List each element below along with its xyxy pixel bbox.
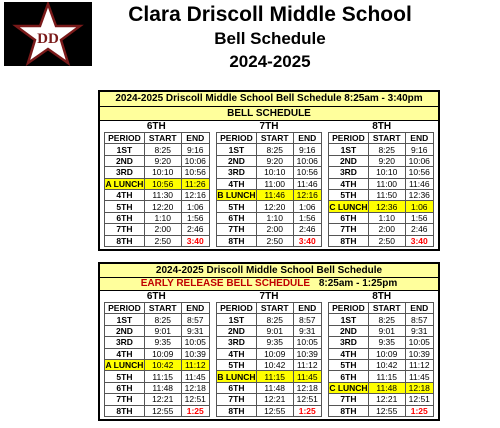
period-cell: 1ST — [105, 144, 145, 155]
period-cell: 4TH — [217, 348, 257, 359]
period-cell: 2ND — [329, 155, 369, 166]
start-cell: 9:35 — [256, 337, 293, 348]
period-cell: B LUNCH — [217, 371, 256, 382]
end-cell: 3:40 — [293, 235, 321, 246]
end-cell: 10:39 — [181, 348, 209, 359]
grade-label: 7TH — [259, 121, 279, 132]
table-row — [105, 144, 210, 155]
table-row — [217, 144, 322, 155]
grade-labels — [100, 121, 438, 132]
start-cell: 8:25 — [368, 144, 405, 155]
start-cell: 8:25 — [256, 314, 293, 325]
table-row — [217, 155, 322, 166]
page-subtitle: Bell Schedule — [214, 29, 326, 48]
table-row — [217, 371, 322, 382]
table-row — [105, 189, 210, 200]
table-row — [217, 382, 322, 393]
period-cell: 3RD — [217, 337, 257, 348]
end-cell: 1:25 — [293, 405, 321, 416]
end-cell: 3:40 — [181, 235, 209, 246]
start-cell: 12:55 — [256, 405, 293, 416]
grade-schedule-table — [104, 132, 210, 247]
start-cell: 12:55 — [368, 405, 405, 416]
star-logo-icon — [4, 2, 92, 66]
start-cell: 9:20 — [368, 155, 405, 166]
table-row — [217, 359, 322, 370]
start-cell: 9:01 — [368, 325, 405, 336]
table-row — [217, 405, 322, 416]
start-cell: 10:09 — [144, 348, 181, 359]
grade-schedule-table — [104, 302, 210, 417]
table-row — [217, 348, 322, 359]
end-cell: 11:45 — [405, 371, 433, 382]
end-cell: 1:56 — [405, 212, 433, 223]
start-cell: 11:15 — [368, 371, 405, 382]
grade-schedule-table — [216, 302, 322, 417]
table-row — [217, 212, 322, 223]
start-cell: 11:30 — [144, 189, 181, 200]
end-cell: 12:18 — [293, 382, 321, 393]
period-cell: 7TH — [105, 224, 145, 235]
end-cell: 9:31 — [293, 325, 321, 336]
school-logo — [4, 2, 92, 66]
school-name: Clara Driscoll Middle School — [128, 3, 412, 26]
early-release-schedule — [98, 262, 440, 421]
start-cell: 10:10 — [144, 167, 181, 178]
end-cell: 10:56 — [181, 167, 209, 178]
period-cell: 3RD — [329, 167, 369, 178]
table-row — [329, 405, 434, 416]
start-cell: 10:42 — [368, 359, 405, 370]
end-cell: 10:56 — [405, 167, 433, 178]
period-cell: 4TH — [329, 178, 369, 189]
table-row — [105, 382, 210, 393]
table-row — [217, 224, 322, 235]
period-cell: 8TH — [105, 405, 145, 416]
period-cell: 5TH — [105, 371, 145, 382]
end-cell: 12:36 — [405, 189, 433, 200]
end-cell: 11:46 — [405, 178, 433, 189]
start-cell: 1:10 — [368, 212, 405, 223]
regular-subtitle: BELL SCHEDULE — [100, 107, 438, 121]
period-cell: 2ND — [105, 325, 145, 336]
table-row — [217, 201, 322, 212]
start-cell: 2:50 — [368, 235, 405, 246]
start-cell: 12:20 — [256, 201, 293, 212]
column-header: END — [181, 303, 209, 314]
start-cell: 11:48 — [144, 382, 181, 393]
table-row — [217, 235, 322, 246]
table-header-row — [217, 303, 322, 314]
table-row — [217, 189, 322, 200]
period-cell: 1ST — [105, 314, 145, 325]
table-row — [105, 314, 210, 325]
end-cell: 8:57 — [405, 314, 433, 325]
column-header: START — [368, 303, 405, 314]
end-cell: 10:06 — [181, 155, 209, 166]
start-cell: 12:21 — [256, 394, 293, 405]
table-row — [217, 167, 322, 178]
table-row — [105, 359, 210, 370]
column-header: PERIOD — [217, 133, 257, 144]
table-row — [329, 178, 434, 189]
table-row — [329, 201, 434, 212]
table-header-row — [329, 303, 434, 314]
start-cell: 12:55 — [144, 405, 181, 416]
period-cell: 5TH — [217, 359, 257, 370]
start-cell: 9:20 — [144, 155, 181, 166]
column-header: PERIOD — [105, 303, 145, 314]
table-row — [105, 348, 210, 359]
end-cell: 10:05 — [405, 337, 433, 348]
period-cell: 6TH — [329, 371, 369, 382]
start-cell: 11:48 — [256, 382, 293, 393]
start-cell: 10:10 — [256, 167, 293, 178]
period-cell: 3RD — [105, 337, 145, 348]
end-cell: 3:40 — [405, 235, 433, 246]
column-header: START — [144, 133, 181, 144]
column-header: END — [405, 133, 433, 144]
table-row — [329, 382, 434, 393]
end-cell: 12:18 — [405, 382, 433, 393]
start-cell: 11:50 — [368, 189, 405, 200]
start-cell: 2:50 — [144, 235, 181, 246]
table-header-row — [105, 133, 210, 144]
column-header: START — [144, 303, 181, 314]
start-cell: 1:10 — [144, 212, 181, 223]
start-cell: 2:00 — [368, 224, 405, 235]
period-cell: 7TH — [217, 394, 257, 405]
end-cell: 10:39 — [405, 348, 433, 359]
table-row — [105, 325, 210, 336]
end-cell: 10:39 — [293, 348, 321, 359]
end-cell: 11:12 — [293, 359, 321, 370]
period-cell: A LUNCH — [105, 360, 144, 371]
period-cell: 4TH — [105, 348, 145, 359]
column-header: END — [293, 303, 321, 314]
period-cell: 7TH — [329, 394, 369, 405]
end-cell: 1:06 — [405, 201, 433, 212]
end-cell: 2:46 — [181, 224, 209, 235]
column-header: START — [368, 133, 405, 144]
table-row — [329, 348, 434, 359]
period-cell: 1ST — [329, 314, 369, 325]
start-cell: 9:01 — [256, 325, 293, 336]
end-cell: 11:45 — [181, 371, 209, 382]
end-cell: 12:51 — [293, 394, 321, 405]
period-cell: 7TH — [105, 394, 145, 405]
start-cell: 10:09 — [368, 348, 405, 359]
school-year: 2024-2025 — [229, 52, 311, 71]
period-cell: 3RD — [105, 167, 145, 178]
start-cell: 12:20 — [144, 201, 181, 212]
end-cell: 11:12 — [181, 359, 209, 370]
end-cell: 12:18 — [181, 382, 209, 393]
start-cell: 12:36 — [368, 201, 405, 212]
period-cell: 4TH — [329, 348, 369, 359]
table-row — [105, 212, 210, 223]
column-header: PERIOD — [329, 303, 369, 314]
table-row — [217, 314, 322, 325]
table-header-row — [105, 303, 210, 314]
table-row — [105, 371, 210, 382]
end-cell: 9:31 — [181, 325, 209, 336]
period-cell: C LUNCH — [329, 382, 368, 393]
start-cell: 12:21 — [144, 394, 181, 405]
start-cell: 10:42 — [144, 359, 181, 370]
period-cell: 3RD — [217, 167, 257, 178]
table-row — [105, 337, 210, 348]
table-row — [105, 201, 210, 212]
table-row — [217, 325, 322, 336]
start-cell: 2:00 — [144, 224, 181, 235]
end-cell: 10:05 — [181, 337, 209, 348]
table-row — [217, 178, 322, 189]
start-cell: 9:01 — [144, 325, 181, 336]
early-subtitle — [100, 278, 438, 291]
period-cell: 5TH — [329, 359, 369, 370]
start-cell: 10:10 — [368, 167, 405, 178]
period-cell: 2ND — [217, 155, 257, 166]
grade-label: 7TH — [259, 291, 279, 302]
end-cell: 10:05 — [293, 337, 321, 348]
period-cell: 6TH — [105, 212, 145, 223]
grade-schedule-table — [328, 132, 434, 247]
period-cell: 1ST — [217, 314, 257, 325]
table-row — [329, 155, 434, 166]
end-cell: 9:31 — [405, 325, 433, 336]
period-cell: 7TH — [329, 224, 369, 235]
period-cell: 8TH — [217, 235, 257, 246]
start-cell: 10:09 — [256, 348, 293, 359]
end-cell: 8:57 — [293, 314, 321, 325]
schedule-tables — [100, 302, 438, 419]
table-row — [217, 337, 322, 348]
end-cell: 12:16 — [181, 189, 209, 200]
table-row — [329, 371, 434, 382]
end-cell: 10:56 — [293, 167, 321, 178]
end-cell: 11:12 — [405, 359, 433, 370]
early-release-label: EARLY RELEASE BELL SCHEDULE — [140, 278, 311, 289]
period-cell: 3RD — [329, 337, 369, 348]
schedule-tables — [100, 132, 438, 249]
table-row — [329, 394, 434, 405]
end-cell: 1:56 — [181, 212, 209, 223]
regular-title: 2024-2025 Driscoll Middle School Bell Schedule 8:25am - 3:40pm — [100, 92, 438, 107]
start-cell: 8:25 — [144, 144, 181, 155]
end-cell: 12:51 — [405, 394, 433, 405]
period-cell: 8TH — [329, 235, 369, 246]
end-cell: 12:16 — [293, 189, 321, 200]
start-cell: 10:56 — [144, 178, 181, 189]
column-header: END — [405, 303, 433, 314]
period-cell: 5TH — [217, 201, 257, 212]
start-cell: 9:35 — [368, 337, 405, 348]
regular-schedule — [98, 90, 440, 251]
table-row — [217, 394, 322, 405]
start-cell: 11:15 — [256, 371, 293, 382]
end-cell: 9:16 — [181, 144, 209, 155]
period-cell: A LUNCH — [105, 178, 144, 189]
grade-labels — [100, 291, 438, 302]
start-cell: 10:42 — [256, 359, 293, 370]
start-cell: 8:25 — [368, 314, 405, 325]
table-header-row — [217, 133, 322, 144]
table-row — [329, 224, 434, 235]
period-cell: 5TH — [329, 189, 369, 200]
grade-schedule-table — [216, 132, 322, 247]
table-header-row — [329, 133, 434, 144]
table-row — [105, 178, 210, 189]
grade-label: 8TH — [372, 291, 392, 302]
table-row — [105, 167, 210, 178]
period-cell: 6TH — [105, 382, 145, 393]
end-cell: 10:06 — [405, 155, 433, 166]
period-cell: B LUNCH — [217, 190, 256, 201]
start-cell: 8:25 — [144, 314, 181, 325]
period-cell: C LUNCH — [329, 201, 368, 212]
column-header: END — [293, 133, 321, 144]
start-cell: 2:50 — [256, 235, 293, 246]
page-header — [95, 2, 445, 74]
table-row — [329, 325, 434, 336]
end-cell: 9:16 — [405, 144, 433, 155]
period-cell: 6TH — [217, 212, 257, 223]
table-row — [105, 224, 210, 235]
start-cell: 11:46 — [256, 189, 293, 200]
end-cell: 1:56 — [293, 212, 321, 223]
period-cell: 1ST — [217, 144, 257, 155]
period-cell: 2ND — [105, 155, 145, 166]
table-row — [329, 337, 434, 348]
period-cell: 4TH — [217, 178, 257, 189]
column-header: START — [256, 303, 293, 314]
column-header: PERIOD — [105, 133, 145, 144]
end-cell: 2:46 — [405, 224, 433, 235]
table-row — [329, 314, 434, 325]
table-row — [105, 394, 210, 405]
end-cell: 10:06 — [293, 155, 321, 166]
table-row — [105, 235, 210, 246]
start-cell: 11:48 — [368, 382, 405, 393]
table-row — [329, 144, 434, 155]
period-cell: 2ND — [217, 325, 257, 336]
early-release-time: 8:25am - 1:25pm — [318, 278, 398, 289]
table-row — [105, 155, 210, 166]
end-cell: 11:45 — [293, 371, 321, 382]
grade-label: 6TH — [146, 121, 166, 132]
start-cell: 11:00 — [256, 178, 293, 189]
end-cell: 2:46 — [293, 224, 321, 235]
column-header: PERIOD — [329, 133, 369, 144]
end-cell: 11:46 — [293, 178, 321, 189]
period-cell: 4TH — [105, 189, 145, 200]
period-cell: 6TH — [217, 382, 257, 393]
period-cell: 8TH — [105, 235, 145, 246]
start-cell: 8:25 — [256, 144, 293, 155]
grade-label: 6TH — [146, 291, 166, 302]
start-cell: 9:35 — [144, 337, 181, 348]
table-row — [329, 212, 434, 223]
column-header: END — [181, 133, 209, 144]
period-cell: 8TH — [329, 405, 369, 416]
period-cell: 8TH — [217, 405, 257, 416]
end-cell: 12:51 — [181, 394, 209, 405]
period-cell: 1ST — [329, 144, 369, 155]
period-cell: 2ND — [329, 325, 369, 336]
end-cell: 1:06 — [293, 201, 321, 212]
period-cell: 5TH — [105, 201, 145, 212]
period-cell: 7TH — [217, 224, 257, 235]
grade-schedule-table — [328, 302, 434, 417]
start-cell: 11:00 — [368, 178, 405, 189]
svg-text:DD: DD — [37, 31, 59, 47]
early-title: 2024-2025 Driscoll Middle School Bell Schedule — [100, 264, 438, 278]
start-cell: 2:00 — [256, 224, 293, 235]
end-cell: 11:26 — [181, 178, 209, 189]
end-cell: 1:25 — [181, 405, 209, 416]
start-cell: 1:10 — [256, 212, 293, 223]
period-cell: 6TH — [329, 212, 369, 223]
table-row — [329, 235, 434, 246]
end-cell: 1:25 — [405, 405, 433, 416]
table-row — [329, 359, 434, 370]
table-row — [329, 167, 434, 178]
column-header: PERIOD — [217, 303, 257, 314]
column-header: START — [256, 133, 293, 144]
start-cell: 9:20 — [256, 155, 293, 166]
table-row — [105, 405, 210, 416]
grade-label: 8TH — [372, 121, 392, 132]
end-cell: 1:06 — [181, 201, 209, 212]
end-cell: 8:57 — [181, 314, 209, 325]
start-cell: 11:15 — [144, 371, 181, 382]
start-cell: 12:21 — [368, 394, 405, 405]
end-cell: 9:16 — [293, 144, 321, 155]
table-row — [329, 189, 434, 200]
